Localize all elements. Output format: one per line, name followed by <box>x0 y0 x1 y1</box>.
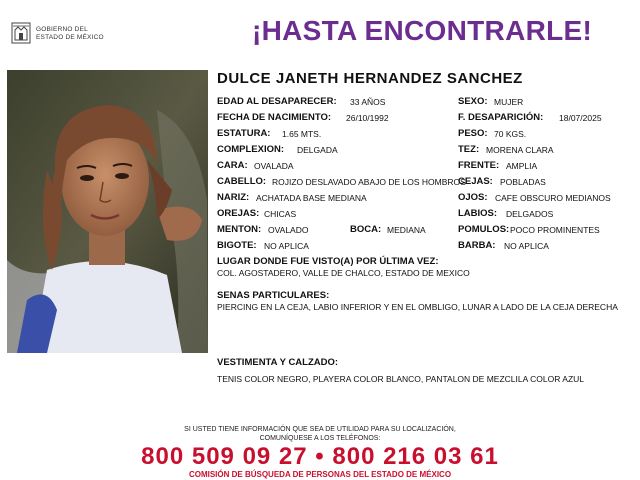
beard-value: NO APLICA <box>504 241 549 251</box>
cheekbones-value: POCO PROMINENTES <box>510 225 600 235</box>
contact-note-line-1: SI USTED TIENE INFORMACIÓN QUE SEA DE UTILIDAD PARA SU LOCALIZACIÓN, <box>184 426 456 433</box>
skin-tone-label: TEZ: <box>458 144 480 155</box>
mouth-label: BOCA: <box>350 224 382 235</box>
sex-label: SEXO: <box>458 96 488 107</box>
hair-value: ROJIZO DESLAVADO ABAJO DE LOS HOMBROS <box>272 177 466 187</box>
age-value: 33 AÑOS <box>350 97 386 107</box>
eyebrows-value: POBLADAS <box>500 177 546 187</box>
ears-label: OREJAS: <box>217 208 260 219</box>
ears-value: CHICAS <box>264 209 297 219</box>
last-seen-label: LUGAR DONDE FUE VISTO(A) POR ÚLTIMA VEZ: <box>217 256 439 267</box>
weight-value: 70 KGS. <box>494 129 527 139</box>
hair-label: CABELLO: <box>217 176 267 187</box>
marks-label: SENAS PARTICULARES: <box>217 290 330 301</box>
nose-label: NARIZ: <box>217 192 250 203</box>
state-seal-icon <box>10 20 32 46</box>
nose-value: ACHATADA BASE MEDIANA <box>256 193 367 203</box>
complexion-label: COMPLEXION: <box>217 144 285 155</box>
phone-separator: • <box>315 443 325 470</box>
chin-label: MENTON: <box>217 224 262 235</box>
forehead-value: AMPLIA <box>506 161 538 171</box>
disappearance-date-label: F. DESAPARICIÓN: <box>458 112 544 123</box>
last-seen-value: COL. AGOSTADERO, VALLE DE CHALCO, ESTADO DE MEXICO <box>217 268 470 278</box>
marks-value: PIERCING EN LA CEJA, LABIO INFERIOR Y EN EL OMBLIGO, LUNAR A LADO DE LA CEJA DERECHA <box>217 302 618 312</box>
complexion-value: DELGADA <box>297 145 338 155</box>
sex-value: MUJER <box>494 97 524 107</box>
eyebrows-label: CEJAS: <box>458 176 493 187</box>
forehead-label: FRENTE: <box>458 160 500 171</box>
mustache-value: NO APLICA <box>264 241 309 251</box>
height-label: ESTATURA: <box>217 128 271 139</box>
age-label: EDAD AL DESAPARECER: <box>217 96 337 107</box>
phone-numbers <box>0 443 640 471</box>
headline: ¡HASTA ENCONTRARLE! <box>252 15 593 46</box>
gov-line-1: GOBIERNO DEL <box>36 26 88 33</box>
person-name: DULCE JANETH HERNANDEZ SANCHEZ <box>217 70 523 87</box>
eyes-value: CAFE OBSCURO MEDIANOS <box>495 193 611 203</box>
weight-label: PESO: <box>458 128 488 139</box>
government-logo <box>10 20 130 46</box>
lips-value: DELGADOS <box>506 209 554 219</box>
contact-note-line-2: COMUNÍQUESE A LOS TELÉFONOS: <box>259 435 381 442</box>
commission-name: COMISIÓN DE BÚSQUEDA DE PERSONAS DEL ESTADO DE MÉXICO <box>188 470 452 479</box>
face-value: OVALADA <box>254 161 294 171</box>
chin-value: OVALADO <box>268 225 309 235</box>
lips-label: LABIOS: <box>458 208 498 219</box>
eyes-label: OJOS: <box>458 192 488 203</box>
phone-number-1[interactable]: 800 509 09 27 <box>141 443 308 470</box>
clothing-label: VESTIMENTA Y CALZADO: <box>217 357 339 368</box>
birth-date-value: 26/10/1992 <box>346 113 389 123</box>
beard-label: BARBA: <box>458 240 496 251</box>
gov-line-2: ESTADO DE MÉXICO <box>36 34 104 41</box>
height-value: 1.65 MTS. <box>282 129 322 139</box>
skin-tone-value: MORENA CLARA <box>486 145 554 155</box>
mustache-label: BIGOTE: <box>217 240 257 251</box>
clothing-value: TENIS COLOR NEGRO, PLAYERA COLOR BLANCO, PANTALON DE MEZCLILA COLOR AZUL <box>217 374 585 384</box>
cheekbones-label: POMULOS: <box>458 224 510 235</box>
phone-number-2[interactable]: 800 216 03 61 <box>332 443 499 470</box>
mouth-value: MEDIANA <box>387 225 426 235</box>
disappearance-date-value: 18/07/2025 <box>559 113 602 123</box>
face-label: CARA: <box>217 160 248 171</box>
contact-note <box>0 425 640 443</box>
birth-date-label: FECHA DE NACIMIENTO: <box>217 112 331 123</box>
missing-person-photo <box>7 70 208 353</box>
government-name <box>36 26 104 42</box>
